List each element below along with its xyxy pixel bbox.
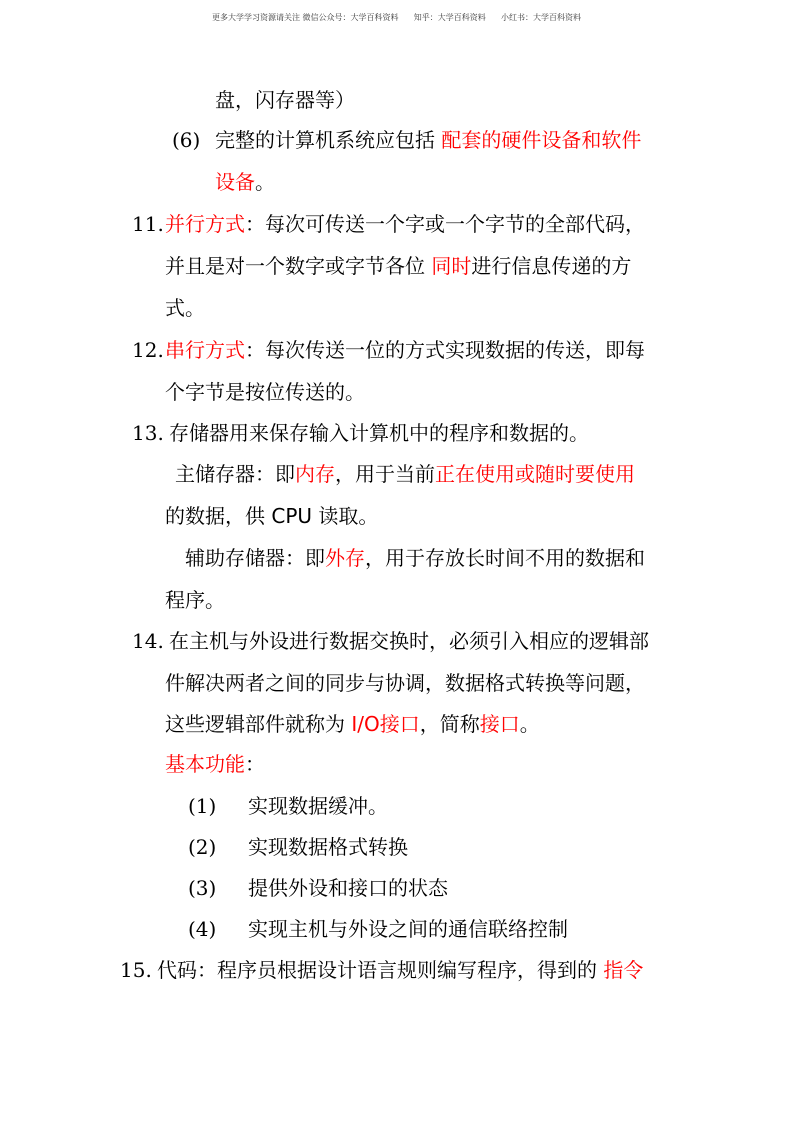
text-line [248, 917, 568, 941]
text-line [175, 462, 635, 486]
text-line [248, 794, 388, 818]
highlight-term: 设备 [215, 170, 255, 194]
list-item [172, 128, 200, 152]
text-run: ，用于存放长时间不用的数据和 [365, 546, 645, 570]
highlight-term: 外存 [325, 546, 365, 570]
list-item [132, 629, 164, 653]
text-line [165, 504, 378, 528]
text-run: 完整的计算机系统应包括 [215, 128, 442, 152]
text-line [165, 588, 225, 612]
text-line [248, 835, 408, 859]
text-line [157, 958, 643, 982]
list-item [188, 794, 216, 818]
highlight-term: 内存 [295, 462, 335, 486]
highlight-term: 并行方式 [165, 212, 245, 236]
highlight-term: 正在使用或随时要使用 [435, 462, 635, 486]
item-number: 12. [132, 338, 164, 362]
text-run: ，简称 [419, 712, 480, 736]
item-number: (6) [172, 128, 201, 152]
list-item [132, 338, 164, 362]
text-run: 存储器用来保存输入计算机中的程序和数据的。 [169, 421, 589, 445]
text-run: 盘，闪存器等） [215, 88, 355, 112]
item-number: 15. [120, 958, 152, 982]
list-item [120, 958, 152, 982]
highlight-term: 同时 [431, 254, 472, 278]
text-line [185, 546, 645, 570]
text-line [165, 338, 645, 362]
text-run: 个字节是按位传送的。 [165, 380, 365, 404]
text-line [165, 254, 631, 278]
text-line [169, 421, 589, 445]
page-header-banner: 更多大学学习资源请关注 微信公众号：大学百科资料 知乎：大学百科资料 小红书：大学百科资料 [211, 13, 582, 22]
text-run: ：每次传送一位的方式实现数据的传送，即每 [245, 338, 645, 362]
text-run: 件解决两者之间的同步与协调，数据格式转换等问题， [165, 671, 645, 695]
text-run: 程序。 [165, 588, 225, 612]
text-run: 的数据，供 CPU 读取。 [165, 504, 379, 528]
list-item [132, 421, 164, 445]
list-item [132, 212, 164, 236]
text-line [169, 629, 649, 653]
list-item [188, 917, 216, 941]
text-line [215, 128, 641, 152]
text-run: 实现数据格式转换 [248, 835, 408, 859]
text-line [165, 296, 205, 320]
text-run: 代码：程序员根据设计语言规则编写程序，得到的 [157, 958, 604, 982]
highlight-term: 基本功能 [165, 752, 245, 776]
list-item [188, 876, 216, 900]
item-number: (3) [188, 876, 217, 900]
text-line [165, 752, 265, 776]
text-run: 辅助存储器：即 [185, 546, 325, 570]
highlight-term: 接口 [479, 712, 520, 736]
text-run: 实现数据缓冲。 [248, 794, 388, 818]
text-run: 进行信息传递的方 [471, 254, 632, 278]
text-run: 提供外设和接口的状态 [248, 876, 448, 900]
highlight-term: 指令 [603, 958, 644, 982]
text-line [215, 88, 355, 112]
text-line [165, 380, 365, 404]
highlight-term: I/O接口 [351, 712, 420, 736]
text-run: 实现主机与外设之间的通信联络控制 [248, 917, 568, 941]
text-line [165, 212, 645, 236]
text-run: 式。 [165, 296, 205, 320]
item-number: (4) [188, 917, 217, 941]
item-number: (2) [188, 835, 217, 859]
text-run: ，用于当前 [335, 462, 435, 486]
text-line [165, 712, 540, 736]
text-run: 。 [519, 712, 540, 736]
text-run: 。 [255, 170, 275, 194]
text-run: 并且是对一个数字或字节各位 [165, 254, 432, 278]
text-run: 在主机与外设进行数据交换时，必须引入相应的逻辑部 [169, 629, 649, 653]
text-run: 主储存器：即 [175, 462, 295, 486]
text-line [248, 876, 448, 900]
text-line [215, 170, 275, 194]
highlight-term: 配套的硬件设备和软件 [441, 128, 642, 152]
item-number: (1) [188, 794, 217, 818]
text-run: ：每次可传送一个字或一个字节的全部代码， [245, 212, 645, 236]
item-number: 11. [132, 212, 164, 236]
text-line [165, 671, 645, 695]
item-number: 14. [132, 629, 164, 653]
text-run: ： [245, 752, 265, 776]
list-item [188, 835, 216, 859]
highlight-term: 串行方式 [165, 338, 245, 362]
item-number: 13. [132, 421, 164, 445]
text-run: 这些逻辑部件就称为 [165, 712, 352, 736]
